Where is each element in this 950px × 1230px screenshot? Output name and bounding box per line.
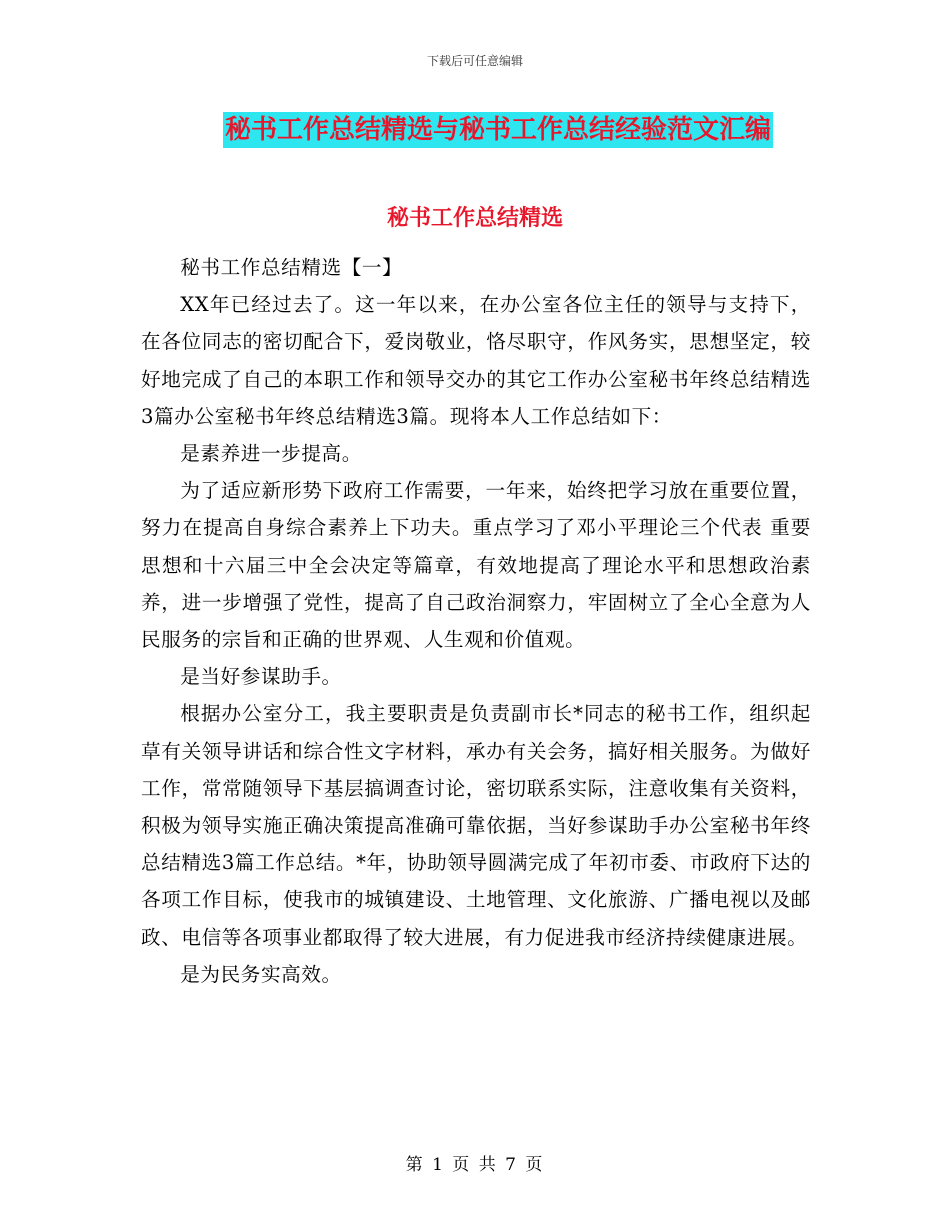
paragraph-body-2: 根据办公室分工，我主要职责是负责副市长*同志的秘书工作，组织起草有关领导讲话和综合性文字材料，承办有关会务，搞好相关服务。为做好工作，常常随领导下基层搞调查讨论，密切联系实际，注意收集有关资料，积极为领导实施正确决策提高准确可靠依据，当好参谋助手办公室秘书年终总结精选3篇工作总结。*年，协助领导圆满完成了年初市委、市政府下达的各项工作目标，使我市的城镇建设、土地管理、文化旅游、广播电视以及邮政、电信等各项事业都取得了较大进展，有力促进我市经济持续健康进展。 bbox=[141, 702, 811, 949]
paragraph-point-2: 是当好参谋助手。 bbox=[180, 665, 342, 689]
paragraph-body-1: 为了适应新形势下政府工作需要，一年来，始终把学习放在重要位置，努力在提高自身综合素养上下功夫。重点学习了邓小平理论三个代表 重要思想和十六届三中全会决定等篇章，有效地提高了理论水平和思想政治素养，进一步增强了党性，提高了自己政治洞察力，牢固树立了全心全意为人民服务的宗旨和正确的世界观、人生观和价值观。 bbox=[141, 479, 811, 652]
main-title: 秘书工作总结精选与秘书工作总结经验范文汇编 bbox=[223, 112, 773, 148]
page-footer: 第 1 页 共 7 页 bbox=[405, 1155, 545, 1175]
section-title: 秘书工作总结精选 bbox=[386, 205, 563, 231]
paragraph-intro: XX年已经过去了。这一年以来，在办公室各位主任的领导与支持下，在各位同志的密切配合下，爱岗敬业，恪尽职守，作风务实，思想坚定，较好地完成了自己的本职工作和领导交办的其它工作办公室秘书年终总结精选3篇办公室秘书年终总结精选3篇。现将本人工作总结如下： bbox=[141, 293, 811, 428]
header-note: 下载后可任意编辑 bbox=[426, 54, 523, 68]
paragraph-point-1: 是素养进一步提高。 bbox=[180, 442, 362, 466]
document-body bbox=[141, 249, 811, 993]
paragraph-point-3: 是为民务实高效。 bbox=[180, 962, 342, 986]
main-title-wrap bbox=[0, 112, 950, 148]
paragraph-subheading-1: 秘书工作总结精选【一】 bbox=[180, 256, 403, 279]
